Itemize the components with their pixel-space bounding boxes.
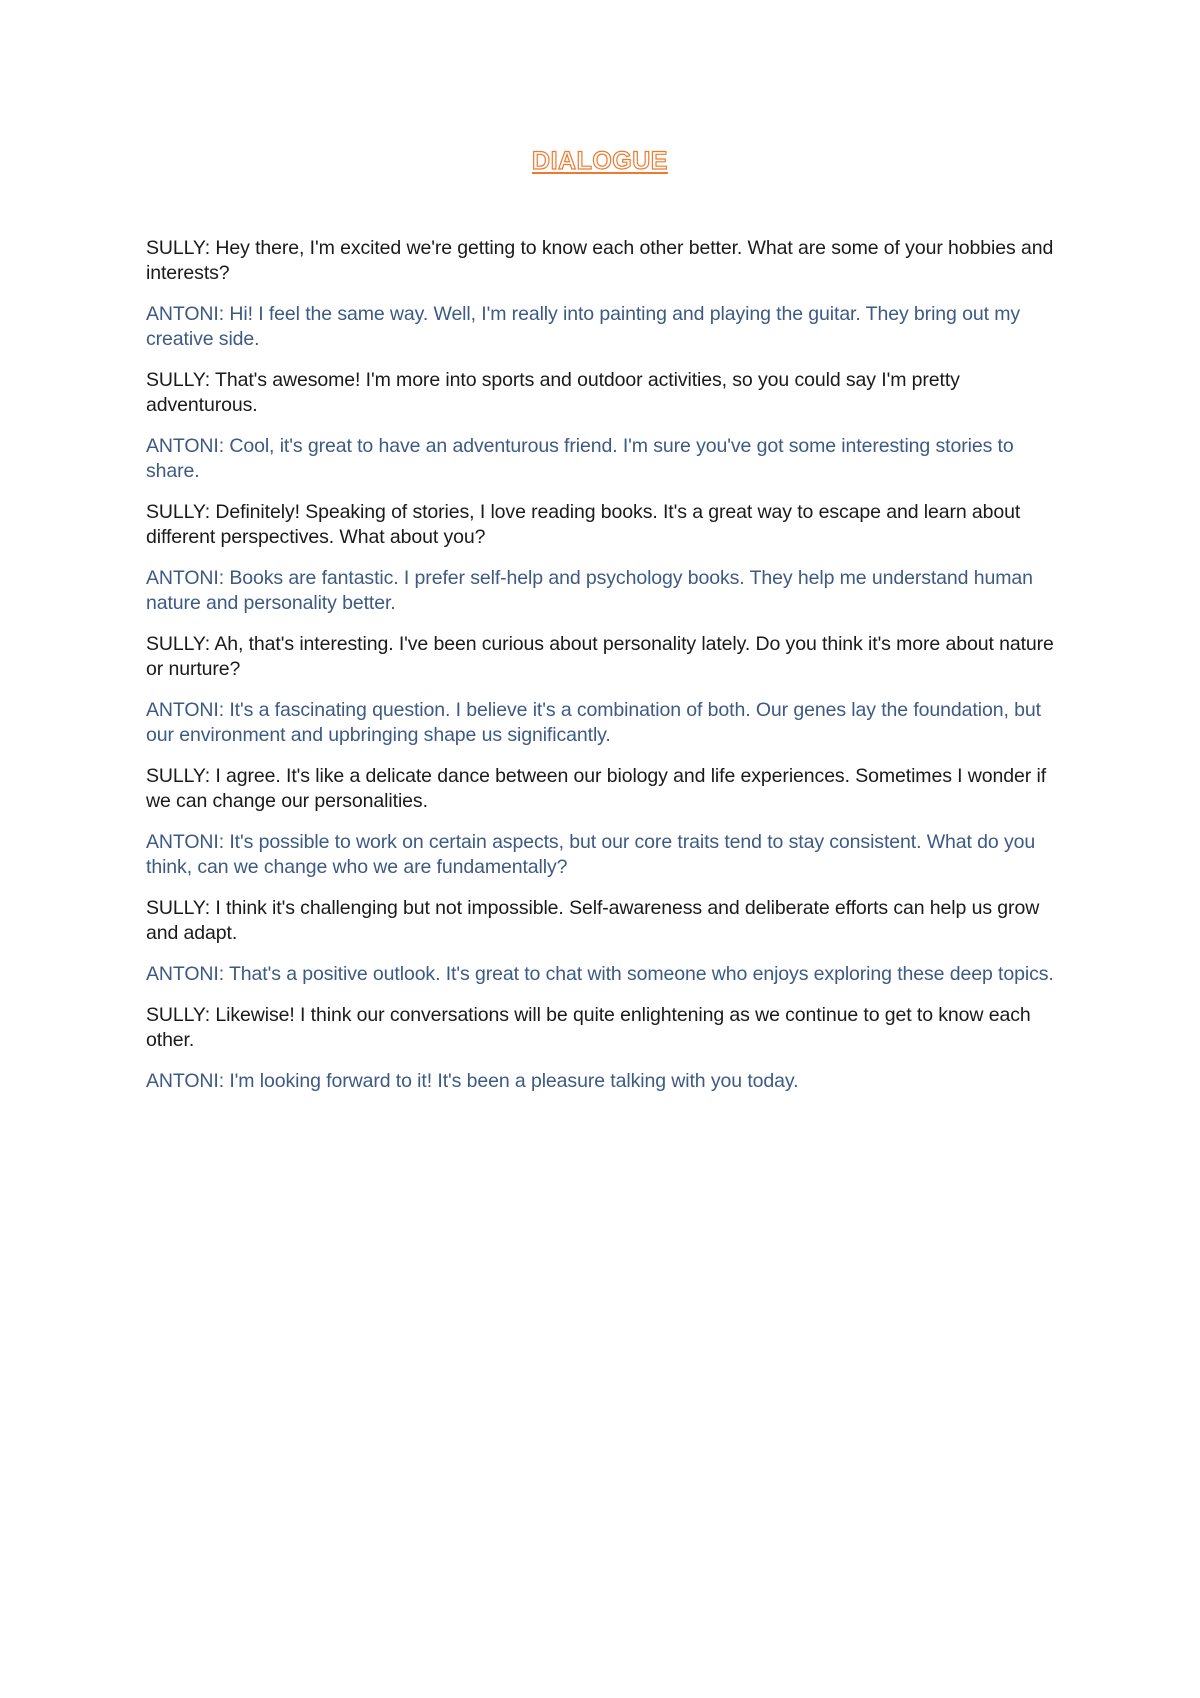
dialogue-line-sully: SULLY: Likewise! I think our conversations will be quite enlightening as we continue to get to know each other. [146, 1004, 1031, 1051]
dialogue-body [146, 236, 1066, 1110]
dialogue-line-antoni: ANTONI: That's a positive outlook. It's great to chat with someone who enjoys exploring these deep topics. [146, 963, 1054, 985]
dialogue-line-sully: SULLY: Ah, that's interesting. I've been curious about personality lately. Do you think it's more about nature or nurture? [146, 633, 1054, 680]
dialogue-line-sully: SULLY: Definitely! Speaking of stories, I love reading books. It's a great way to escape and learn about different perspectives. What about you? [146, 501, 1021, 548]
dialogue-line-sully: SULLY: I agree. It's like a delicate dance between our biology and life experiences. Sometimes I wonder if we can change our personalities. [146, 765, 1047, 812]
dialogue-line-antoni: ANTONI: It's a fascinating question. I believe it's a combination of both. Our genes lay the foundation, but our environment and upbringing shape us significantly. [146, 699, 1041, 746]
dialogue-line-antoni: ANTONI: I'm looking forward to it! It's been a pleasure talking with you today. [146, 1070, 799, 1092]
dialogue-line-sully: SULLY: That's awesome! I'm more into sports and outdoor activities, so you could say I'm pretty adventurous. [146, 369, 960, 416]
dialogue-line-antoni: ANTONI: Hi! I feel the same way. Well, I'm really into painting and playing the guitar. They bring out my creative side. [146, 303, 1021, 350]
document-title: DIALOGUE [532, 147, 668, 175]
dialogue-line-antoni: ANTONI: Books are fantastic. I prefer self-help and psychology books. They help me understand human nature and personality better. [146, 567, 1033, 614]
dialogue-line-antoni: ANTONI: Cool, it's great to have an adventurous friend. I'm sure you've got some interesting stories to share. [146, 435, 1014, 482]
dialogue-line-sully: SULLY: I think it's challenging but not impossible. Self-awareness and deliberate efforts can help us grow and adapt. [146, 897, 1040, 944]
dialogue-line-antoni: ANTONI: It's possible to work on certain aspects, but our core traits tend to stay consistent. What do you think, can we change who we are fundamentally? [146, 831, 1036, 878]
dialogue-line-sully: SULLY: Hey there, I'm excited we're getting to know each other better. What are some of your hobbies and interests? [146, 237, 1054, 284]
